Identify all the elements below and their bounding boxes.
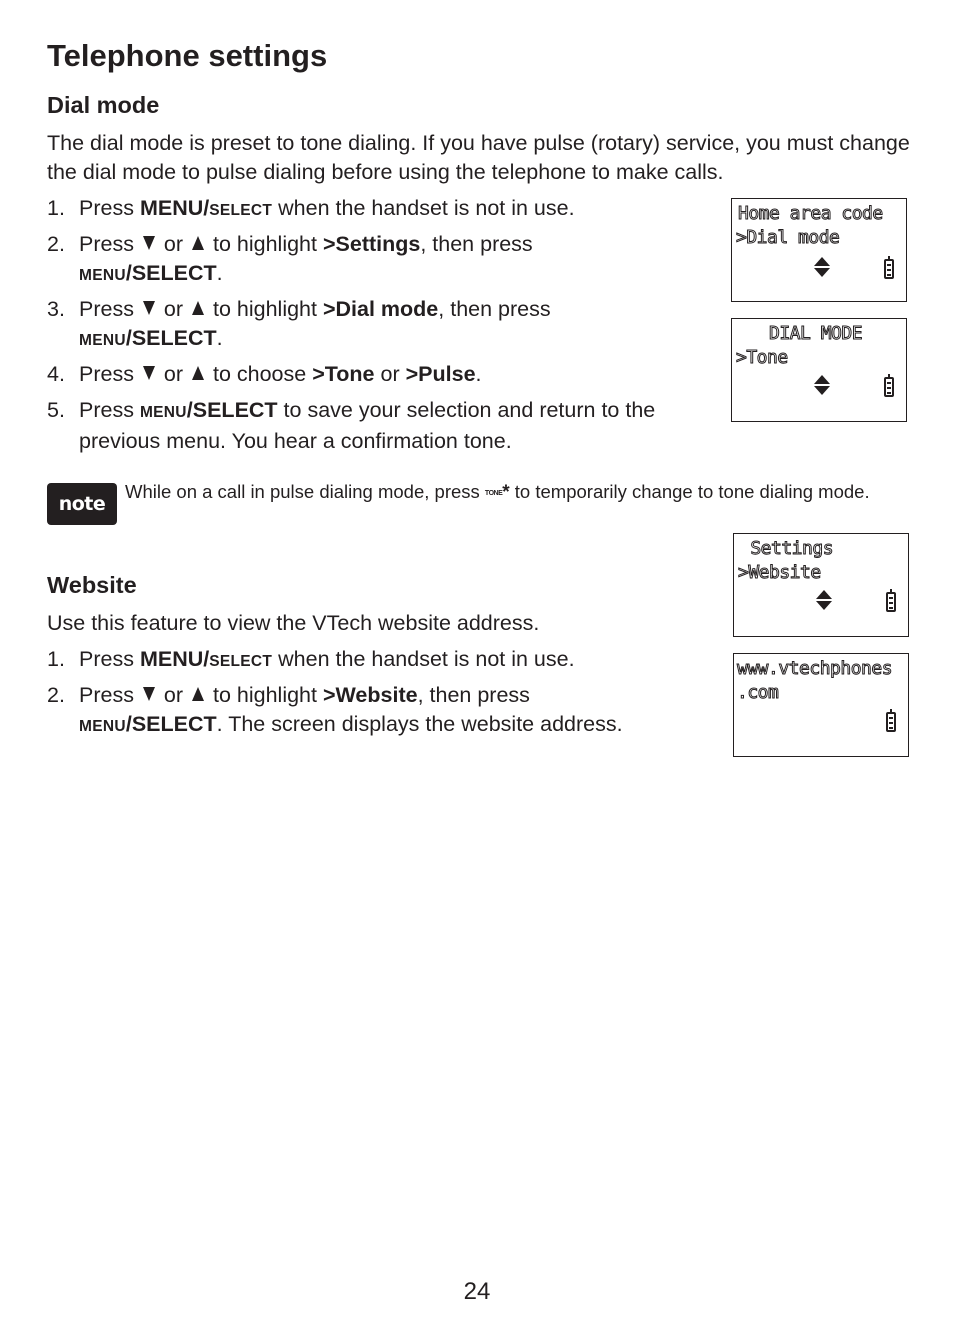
dial-mode-intro: The dial mode is preset to tone dialing. If you have pulse (rotary) service, you must change the dial mode to pulse dialing before using the telephone to make calls. xyxy=(47,131,910,184)
dial-step-1: 1. Press MENU/SELECT when the handset is not in use. xyxy=(47,196,575,220)
tone-key-icon: TONE xyxy=(484,489,503,497)
battery-icon xyxy=(884,377,894,397)
battery-icon xyxy=(886,712,896,732)
up-arrow-icon xyxy=(192,301,204,315)
note-text: While on a call in pulse dialing mode, press TONE* to temporarily change to tone dialing mode. xyxy=(125,479,885,506)
up-arrow-icon xyxy=(192,687,204,701)
note-badge: note xyxy=(47,483,117,525)
up-down-arrows-icon xyxy=(814,257,832,279)
lcd-screen-website: Settings >Website xyxy=(733,533,909,637)
dial-step-2: 2. Press or to highlight >Settings, then press MENU/SELECT. xyxy=(47,232,533,285)
down-arrow-icon xyxy=(143,301,155,315)
up-down-arrows-icon xyxy=(816,590,834,612)
page-title: Telephone settings xyxy=(47,38,328,73)
lcd-screen-tone: DIAL MODE >Tone xyxy=(731,318,907,422)
down-arrow-icon xyxy=(143,687,155,701)
up-arrow-icon xyxy=(192,236,204,250)
battery-icon xyxy=(886,592,896,612)
dial-step-5: 5. Press MENU/SELECT to save your selection and return to the previous menu. You hear a confirmation tone. xyxy=(47,398,656,453)
website-intro: Use this feature to view the VTech website address. xyxy=(47,611,540,635)
dial-step-4: 4. Press or to choose >Tone or >Pulse. xyxy=(47,362,482,386)
lcd-screen-dial-mode: Home area code >Dial mode xyxy=(731,198,907,302)
up-down-arrows-icon xyxy=(814,375,832,397)
lcd-screen-website-address: www.vtechphones .com xyxy=(733,653,909,757)
down-arrow-icon xyxy=(143,366,155,380)
up-arrow-icon xyxy=(192,366,204,380)
website-heading: Website xyxy=(47,572,137,598)
dial-mode-heading: Dial mode xyxy=(47,92,160,118)
website-step-2: 2. Press or to highlight >Website, then press MENU/SELECT. The screen displays the website address. xyxy=(47,683,623,736)
website-step-1: 1. Press MENU/SELECT when the handset is not in use. xyxy=(47,647,575,671)
down-arrow-icon xyxy=(143,236,155,250)
page-number: 24 xyxy=(463,1278,491,1305)
battery-icon xyxy=(884,259,894,279)
dial-step-3: 3. Press or to highlight >Dial mode, then press MENU/SELECT. xyxy=(47,297,551,350)
